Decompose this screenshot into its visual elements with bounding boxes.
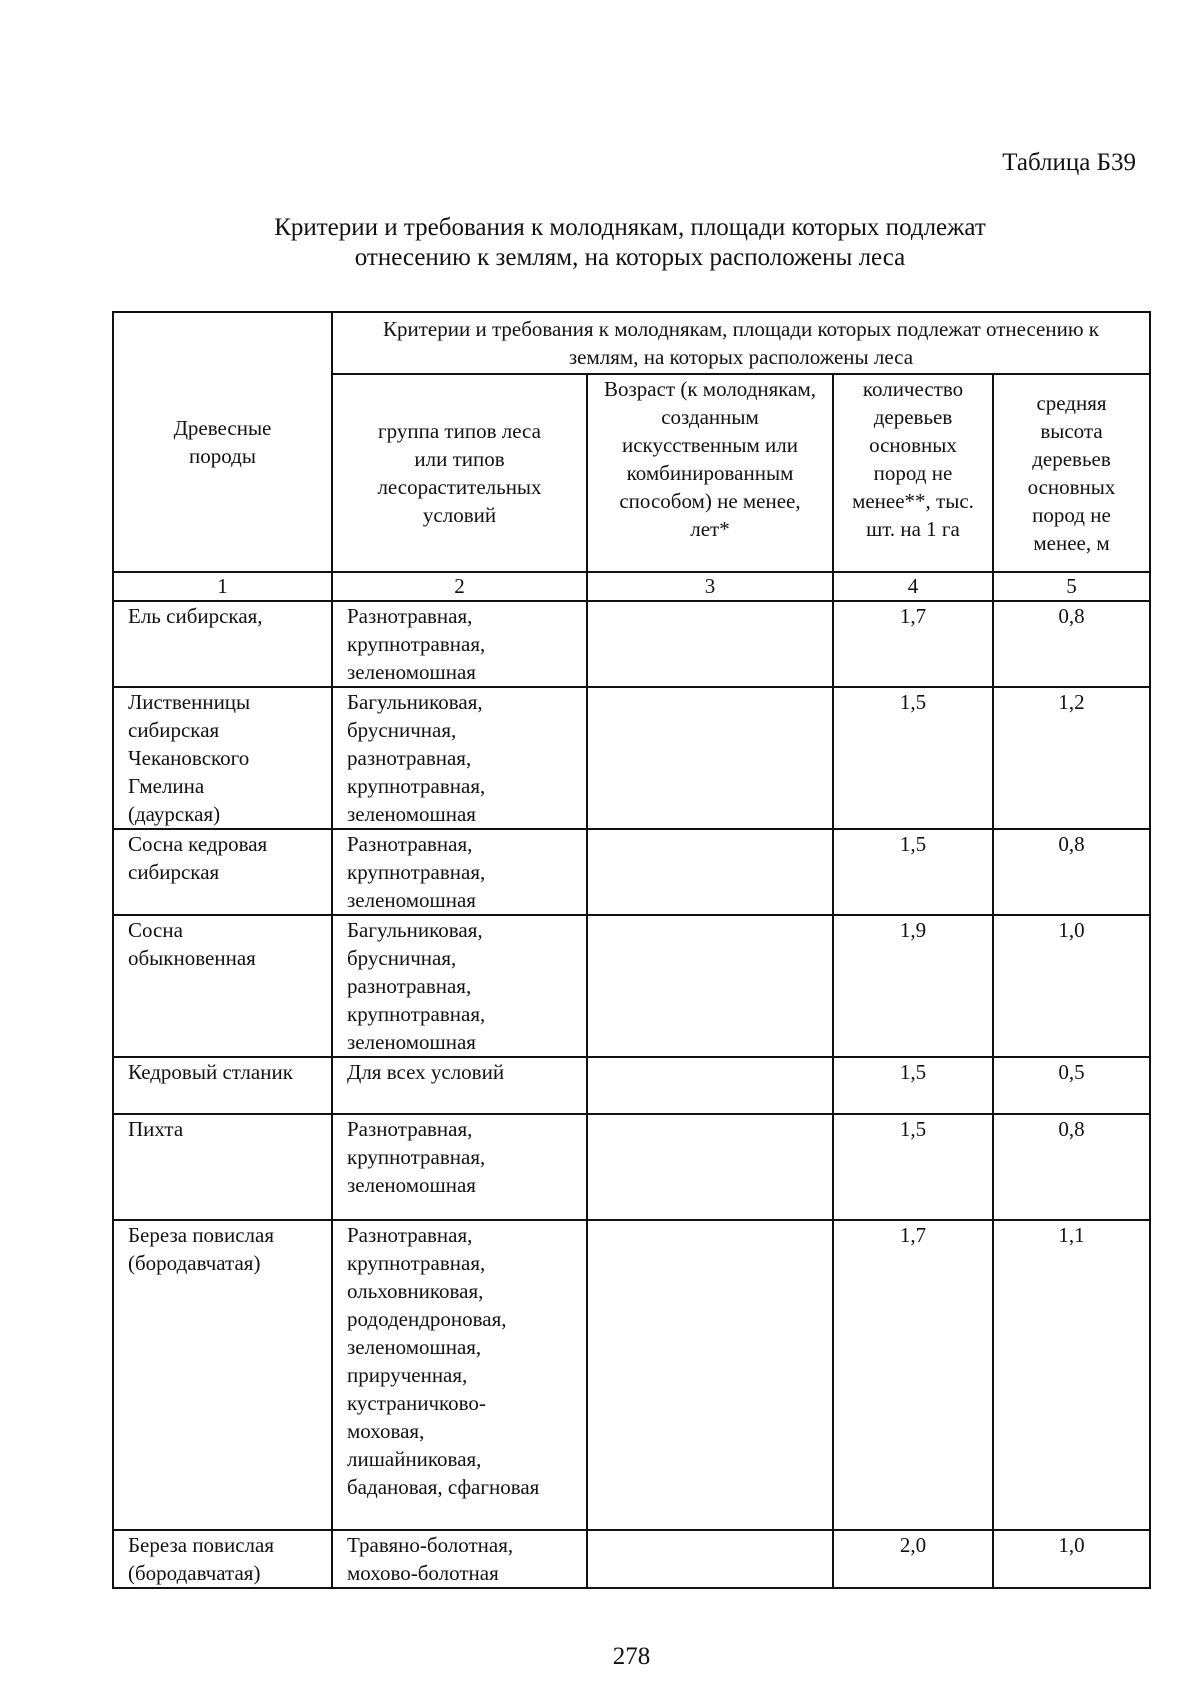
species-cell: Береза повислая (бородавчатая): [113, 1220, 332, 1530]
table-row: [113, 1114, 1150, 1220]
forest-type-cell: Багульниковая, брусничная, разнотравная, крупнотравная, зеленомошная: [332, 915, 587, 1057]
table-number: Таблица Б39: [1002, 149, 1136, 176]
column-number: 2: [332, 572, 587, 601]
table-row: [113, 1057, 1150, 1114]
forest-type-cell: Разнотравная, крупнотравная, зеленомошная: [332, 601, 587, 687]
tree-count-cell: 1,5: [833, 687, 993, 829]
tree-count-cell: 1,5: [833, 1114, 993, 1220]
column-number: 5: [993, 572, 1150, 601]
header-mean-height: средняя высота деревьев основных пород не менее, м: [993, 374, 1150, 572]
species-cell: Ель сибирская,: [113, 601, 332, 687]
age-cell: [587, 1057, 833, 1114]
age-cell: [587, 915, 833, 1057]
header-forest-type: группа типов леса или типов лесорастительных условий: [332, 374, 587, 572]
table-row: [113, 687, 1150, 829]
age-cell: [587, 1114, 833, 1220]
table-row: [113, 829, 1150, 915]
tree-count-cell: 1,9: [833, 915, 993, 1057]
species-cell: Береза повислая (бородавчатая): [113, 1530, 332, 1588]
age-cell: [587, 1530, 833, 1588]
column-number-row: [113, 572, 1150, 601]
header-age: Возраст (к молоднякам, созданным искусственным или комбинированным способом) не менее, лет*: [587, 374, 833, 572]
column-number: 4: [833, 572, 993, 601]
species-cell: Кедровый стланик: [113, 1057, 332, 1114]
age-cell: [587, 1220, 833, 1530]
table-row: [113, 1530, 1150, 1588]
mean-height-cell: 0,8: [993, 1114, 1150, 1220]
forest-type-cell: Разнотравная, крупнотравная, ольховниковая, рододендроновая, зеленомошная, прирученная, кустраничково-моховая, лишайниковая, бадановая, сфагновая: [332, 1220, 587, 1530]
table-row: [113, 601, 1150, 687]
document-title: [160, 213, 1100, 273]
page-number: 278: [612, 1643, 651, 1670]
tree-count-cell: 1,7: [833, 1220, 993, 1530]
species-cell: Пихта: [113, 1114, 332, 1220]
mean-height-cell: 0,8: [993, 829, 1150, 915]
header-species: Древесные породы: [113, 312, 332, 572]
tree-count-cell: 1,5: [833, 1057, 993, 1114]
forest-type-cell: Для всех условий: [332, 1057, 587, 1114]
forest-type-cell: Багульниковая, брусничная, разнотравная, крупнотравная, зеленомошная: [332, 687, 587, 829]
forest-type-cell: Разнотравная, крупнотравная, зеленомошная: [332, 1114, 587, 1220]
criteria-table: [112, 311, 1151, 1589]
document-title-line-2: отнесению к землям, на которых расположены леса: [354, 244, 906, 271]
tree-count-cell: 1,7: [833, 601, 993, 687]
mean-height-cell: 1,2: [993, 687, 1150, 829]
species-cell: Лиственницы сибирская Чекановского Гмелина (даурская): [113, 687, 332, 829]
mean-height-cell: 1,1: [993, 1220, 1150, 1530]
forest-type-cell: Травяно-болотная, мохово-болотная: [332, 1530, 587, 1588]
mean-height-cell: 0,8: [993, 601, 1150, 687]
species-cell: Сосна обыкновенная: [113, 915, 332, 1057]
column-number: 3: [587, 572, 833, 601]
header-tree-count: количество деревьев основных пород не менее**, тыс. шт. на 1 га: [833, 374, 993, 572]
species-cell: Сосна кедровая сибирская: [113, 829, 332, 915]
mean-height-cell: 1,0: [993, 1530, 1150, 1588]
forest-type-cell: Разнотравная, крупнотравная, зеленомошная: [332, 829, 587, 915]
document-title-line-1: Критерии и требования к молоднякам, площади которых подлежат: [274, 214, 986, 241]
column-number: 1: [113, 572, 332, 601]
tree-count-cell: 2,0: [833, 1530, 993, 1588]
table-row: [113, 915, 1150, 1057]
age-cell: [587, 601, 833, 687]
age-cell: [587, 687, 833, 829]
header-criteria-group: Критерии и требования к молоднякам, площади которых подлежат отнесению к землям, на которых расположены леса: [332, 312, 1150, 374]
age-cell: [587, 829, 833, 915]
table-row: [113, 1220, 1150, 1530]
mean-height-cell: 0,5: [993, 1057, 1150, 1114]
tree-count-cell: 1,5: [833, 829, 993, 915]
mean-height-cell: 1,0: [993, 915, 1150, 1057]
